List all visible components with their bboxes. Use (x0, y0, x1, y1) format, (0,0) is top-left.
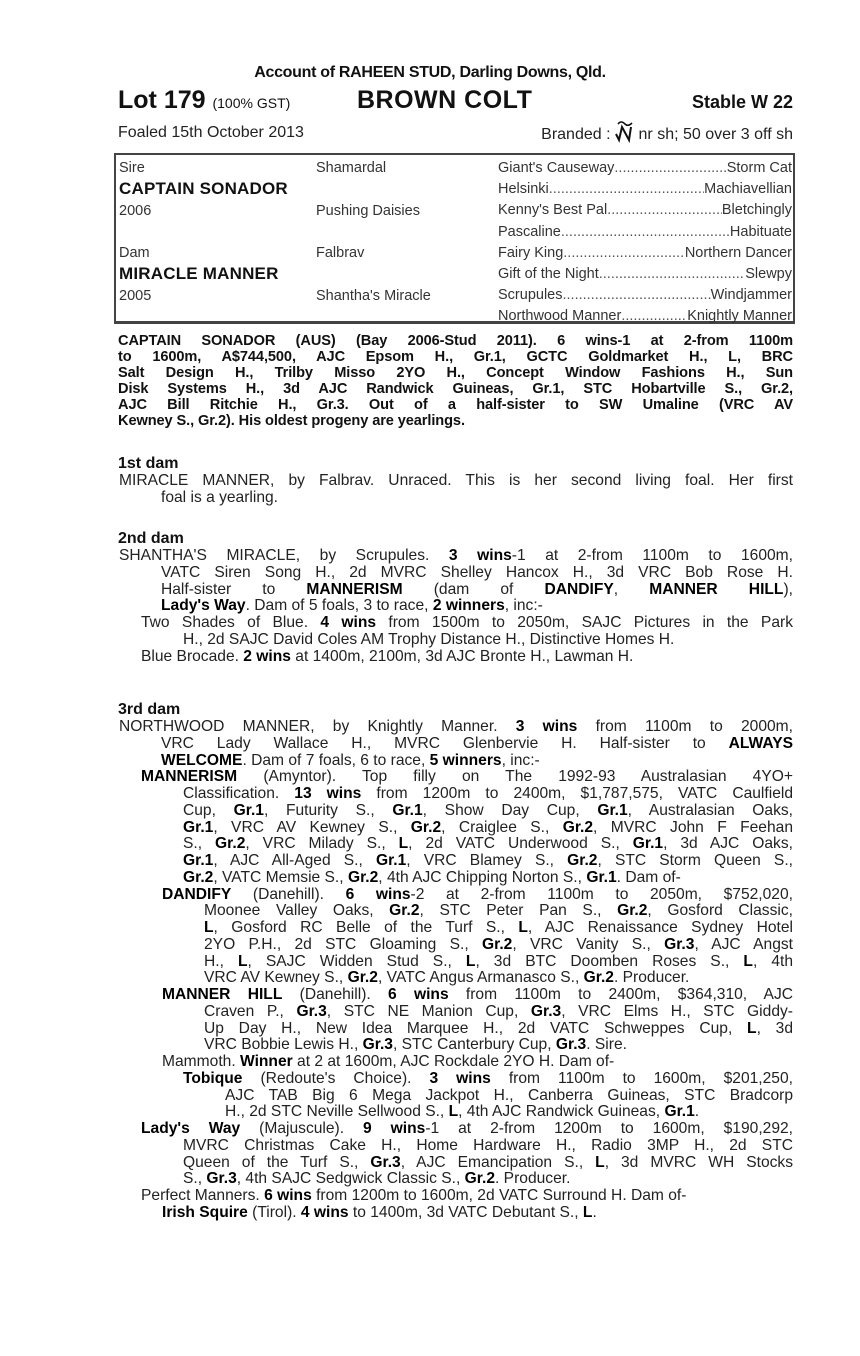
sire-label: Sire (119, 160, 145, 176)
bold-highlight: Gr.2 (567, 852, 598, 869)
text-run: to 1400m, 3d VATC Debutant S., (348, 1203, 583, 1221)
bold-highlight: Gr.3 (362, 1036, 393, 1054)
text-run: AJC TAB Big 6 Mega Jackpot H., Canberra Guineas, STC Bradcorp (225, 1086, 793, 1104)
text-run: . Sire. (586, 1036, 627, 1054)
bold-highlight: Gr.1 (586, 868, 617, 886)
text-run: H., 2d SAJC David Coles AM Trophy Distance H., Distinctive Homes H. (183, 630, 675, 648)
bold-highlight: Winner (239, 1053, 293, 1070)
text-line (161, 736, 793, 753)
ancestor-row (498, 265, 792, 283)
sire-summary-line: CAPTAIN SONADOR (AUS) (Bay 2006-Stud 2011). 6 wins-1 at 2-from 1100m (118, 333, 793, 349)
bold-highlight: L (237, 952, 248, 970)
text-line (204, 920, 793, 937)
text-run: Moonee Valley Oaks, (204, 902, 390, 920)
text-run: , AJC Angst (694, 935, 793, 953)
text-line (204, 954, 793, 971)
text-run: , 3d MVRC WH Stocks (604, 1153, 794, 1171)
text-line (183, 632, 793, 649)
ancestor-grandsire: Windjammer (710, 287, 792, 304)
text-run: Craven P., (204, 1002, 297, 1020)
text-line (161, 753, 793, 770)
text-line (162, 987, 793, 1004)
text-run: Classification. (183, 785, 295, 802)
bold-highlight: 9 wins (363, 1120, 426, 1137)
brand-mark-icon (614, 118, 636, 144)
text-run: NORTHWOOD MANNER, by Knightly Manner. (119, 718, 516, 735)
bold-highlight: ALWAYS (728, 734, 793, 752)
text-line (204, 937, 793, 954)
bold-highlight: Gr.1 (392, 801, 423, 819)
bold-highlight: Gr.2 (464, 1170, 496, 1188)
text-line (183, 1071, 793, 1088)
text-run: from 1100m to 1600m, $201,250, (490, 1069, 793, 1087)
text-line (183, 803, 793, 820)
produce-entry (0, 1205, 793, 1222)
text-run: (Danehill). (282, 986, 388, 1003)
bold-highlight: 3 wins (429, 1069, 491, 1087)
text-run: , Futurity S., (263, 801, 393, 819)
ancestor-sire-line: Northwood Manner (498, 308, 622, 325)
produce-entry (0, 615, 793, 649)
bold-highlight: Irish Squire (162, 1203, 248, 1221)
pedigree-table (114, 153, 795, 324)
text-run: , STC Storm Queen S., (597, 852, 793, 869)
section-heading: 1st dam (118, 455, 179, 472)
bold-highlight: MANNERISM (306, 580, 403, 598)
bold-highlight: Gr.3 (370, 1153, 401, 1171)
bold-highlight: Gr.1 (183, 818, 214, 836)
text-run: . Dam of 5 foals, 3 to race, (245, 597, 433, 615)
text-line (183, 1171, 793, 1188)
bold-highlight: Gr.1 (233, 801, 264, 819)
sire-summary (118, 334, 793, 429)
text-line (204, 970, 793, 987)
text-run: , VRC Elms H., STC Giddy- (561, 1002, 793, 1020)
produce-entry (0, 1188, 793, 1205)
text-run: , Gosford Classic, (647, 902, 793, 920)
bold-highlight: Gr.1 (183, 852, 214, 869)
sire-summary-line: Disk Systems H., 3d AJC Randwick Guineas, Gr.1, STC Hobartville S., Gr.2, (118, 380, 793, 397)
bold-highlight: L (465, 952, 476, 970)
sire-summary-line: AJC Bill Ritchie H., Gr.3. Out of a half-sister to SW Umaline (VRC AV (118, 396, 793, 413)
text-run: . (592, 1203, 597, 1221)
section-body (0, 719, 793, 1222)
bold-highlight: Gr.2 (215, 835, 246, 853)
ancestor-grandsire: Knightly Manner (687, 308, 792, 325)
text-run: Two Shades of Blue. (141, 614, 321, 631)
text-run: Queen of the Turf S., (183, 1153, 371, 1171)
text-run: , 2d VATC Underwood S., (408, 835, 633, 853)
text-run: VRC Bobbie Lewis H., (204, 1036, 363, 1054)
ancestor-grandsire: Slewpy (745, 266, 792, 282)
bold-highlight: L (743, 952, 753, 970)
text-run: from 1200m to 1600m, 2d VATC Surround H. Dam of- (311, 1187, 687, 1204)
ancestor-row (498, 159, 792, 177)
text-run: , Gosford RC Belle of the Turf S., (213, 919, 519, 936)
section-body (0, 473, 793, 507)
text-line (141, 649, 793, 666)
branded-details: nr sh; 50 over 3 off sh (638, 126, 793, 143)
text-line (162, 1205, 793, 1222)
bold-highlight: Gr.3 (206, 1170, 237, 1188)
bold-highlight: L (747, 1019, 757, 1037)
dot-leader (614, 159, 726, 177)
ancestor-grandsire: Bletchingly (721, 202, 792, 219)
text-line (141, 769, 793, 786)
produce-entry (0, 719, 793, 769)
text-run: (Danehill). (231, 885, 346, 903)
text-run: ), (783, 580, 793, 598)
text-run: -1 at 2-from 1100m to 1600m, (511, 547, 793, 564)
text-run: Up Day H., New Idea Marquee H., 2d VATC Schweppes Cup, (204, 1019, 748, 1037)
text-run: (Redoute's Choice). (242, 1069, 430, 1087)
section-heading: 3rd dam (118, 701, 181, 718)
text-run: , (613, 580, 650, 598)
sire-summary-line: Salt Design H., Trilby Misso 2YO H., Concept Window Fashions H., Sun (118, 364, 793, 381)
text-line (141, 615, 793, 632)
dot-leader (599, 265, 746, 283)
text-line (183, 1138, 793, 1155)
bold-highlight: Gr.2 (347, 868, 379, 886)
section-heading: 2nd dam (118, 530, 184, 547)
text-run: (dam of (402, 580, 545, 598)
text-run: , VRC Milady S., (245, 835, 399, 853)
text-run: , AJC Emancipation S., (400, 1153, 596, 1171)
text-run: , 3d AJC Oaks, (663, 835, 793, 853)
bold-highlight: L (518, 919, 528, 936)
text-line (162, 1054, 793, 1071)
bold-highlight: Gr.3 (296, 1002, 327, 1020)
text-run: , inc:- (504, 597, 543, 615)
text-run: (Amyntor). Top filly on The 1992-93 Australasian 4YO+ (237, 768, 793, 786)
produce-entry (0, 769, 793, 886)
bold-highlight: 4 wins (320, 614, 377, 631)
bold-highlight: Gr.1 (664, 1103, 695, 1121)
text-line (162, 887, 793, 904)
horse-title: BROWN COLT (357, 86, 533, 114)
text-line (161, 582, 793, 599)
bold-highlight: 6 wins (264, 1187, 312, 1204)
gst-note: (100% GST) (212, 95, 291, 111)
foaled-date: Foaled 15th October 2013 (118, 124, 304, 141)
bold-highlight: DANDIFY (544, 580, 614, 598)
text-run: . Producer. (613, 969, 690, 987)
dot-leader (562, 286, 710, 304)
text-run: S., (183, 835, 216, 853)
ancestor-row (498, 244, 792, 262)
bold-highlight: L (204, 919, 214, 936)
text-run: -1 at 2-from 1200m to 1600m, $190,292, (425, 1120, 793, 1137)
sire-sire: Shamardal (316, 160, 387, 176)
produce-entry (0, 649, 793, 666)
text-line (225, 1088, 793, 1105)
text-line (119, 719, 793, 736)
dot-leader (563, 244, 685, 262)
text-run: , 4th (752, 952, 794, 970)
ancestor-sire-line: Kenny's Best Pal (498, 202, 608, 219)
text-run: , STC Peter Pan S., (419, 902, 618, 920)
text-line (183, 870, 793, 887)
bold-highlight: L (398, 835, 409, 853)
text-run: Cup, (183, 801, 234, 819)
bold-highlight: Gr.3 (530, 1002, 562, 1020)
ancestor-sire-line: Helsinki (498, 181, 549, 198)
lot-number (118, 86, 290, 115)
produce-entry (0, 1054, 793, 1071)
bold-highlight: MANNER HILL (649, 580, 784, 598)
text-run: Mammoth. (162, 1053, 240, 1070)
text-run: Half-sister to (161, 580, 307, 598)
bold-highlight: L (582, 1203, 593, 1221)
bold-highlight: Gr.2 (482, 935, 513, 953)
text-run: , Show Day Cup, (422, 801, 598, 819)
sire-year: 2006 (119, 203, 152, 219)
text-run: . Dam of- (616, 868, 681, 886)
brand-info (541, 118, 793, 144)
bold-highlight: Gr.1 (375, 852, 407, 869)
text-run: , STC NE Manion Cup, (326, 1002, 531, 1020)
dam-label: Dam (119, 245, 150, 261)
bold-highlight: 6 wins (388, 986, 449, 1003)
produce-entry (0, 548, 793, 615)
ancestor-row (498, 286, 792, 304)
text-line (204, 1004, 793, 1021)
text-run: VATC Siren Song H., 2d MVRC Shelley Hancox H., 3d VRC Bob Rose H. (161, 563, 793, 581)
text-run: , SAJC Widden Stud S., (247, 952, 466, 970)
produce-entry (0, 473, 793, 507)
bold-highlight: 4 wins (300, 1203, 349, 1221)
ancestor-grandsire: Storm Cat (726, 160, 792, 176)
text-run: , 4th AJC Randwick Guineas, (458, 1103, 665, 1121)
text-run: -2 at 2-from 1100m to 2050m, $752,020, (410, 885, 793, 903)
text-run: MVRC Christmas Cake H., Home Hardware H., Radio 3MP H., 2d STC (183, 1136, 793, 1154)
bold-highlight: Gr.2 (617, 902, 648, 920)
bold-highlight: Gr.2 (583, 969, 614, 987)
bold-highlight: 3 wins (515, 718, 578, 735)
bold-highlight: Gr.2 (562, 818, 594, 836)
text-run: , Craiglee S., (441, 818, 563, 836)
text-run: . Dam of 7 foals, 6 to race, (242, 751, 430, 769)
ancestor-sire-line: Giant's Causeway (498, 160, 615, 176)
ancestor-row (498, 201, 792, 219)
text-run: Perfect Manners. (141, 1187, 265, 1204)
bold-highlight: L (595, 1153, 605, 1171)
dot-leader (561, 223, 730, 241)
bold-highlight: Gr.2 (410, 818, 442, 836)
text-run: VRC AV Kewney S., (204, 969, 348, 987)
bold-highlight: L (448, 1103, 459, 1121)
text-run: H., (204, 952, 238, 970)
ancestor-sire-line: Gift of the Night (498, 266, 599, 282)
text-run: from 1100m to 2000m, (577, 718, 794, 735)
text-line (119, 548, 793, 565)
text-run: from 1200m to 2400m, $1,787,575, VATC Caulfield (361, 785, 793, 802)
text-run: from 1500m to 2050m, SAJC Pictures in the Park (376, 614, 793, 631)
ancestor-sire-line: Pascaline (498, 223, 561, 240)
bold-highlight: Gr.1 (597, 801, 628, 819)
text-run: from 1100m to 2400m, $364,310, AJC (448, 986, 793, 1003)
bold-highlight: 5 winners (429, 751, 502, 769)
text-line (161, 565, 793, 582)
text-line (119, 473, 793, 490)
text-run: VRC Lady Wallace H., MVRC Glenbervie H. Half-sister to (161, 734, 729, 752)
sire-name: CAPTAIN SONADOR (119, 179, 288, 198)
text-run: . Producer. (495, 1170, 571, 1188)
dam-name: MIRACLE MANNER (119, 264, 279, 283)
produce-entry (0, 1121, 793, 1188)
text-run: , AJC Renaissance Sydney Hotel (527, 919, 793, 936)
section-body (0, 548, 793, 665)
lot-label: Lot 179 (118, 86, 206, 114)
bold-highlight: 2 winners (432, 597, 505, 615)
text-run: , VATC Memsie S., (213, 868, 348, 886)
text-line (204, 903, 793, 920)
text-run: SHANTHA'S MIRACLE, by Scrupules. (119, 547, 449, 564)
dot-leader (607, 201, 722, 219)
dam-year: 2005 (119, 288, 152, 304)
text-run: S., (183, 1170, 207, 1188)
ancestor-row (498, 307, 792, 325)
bold-highlight: 13 wins (294, 785, 362, 802)
ancestor-row (498, 223, 792, 241)
text-run: H., 2d STC Neville Sellwood S., (225, 1103, 449, 1121)
bold-highlight: Gr.3 (555, 1036, 587, 1054)
bold-highlight: Gr.1 (632, 835, 664, 853)
bold-highlight: Lady's Way (161, 597, 246, 615)
ancestor-grandsire: Northern Dancer (684, 244, 792, 261)
dam-sire: Falbrav (316, 245, 365, 261)
sire-dam: Pushing Daisies (316, 203, 420, 219)
text-line (141, 1121, 793, 1138)
text-line (204, 1021, 793, 1038)
text-run: (Tirol). (247, 1203, 301, 1221)
bold-highlight: WELCOME (161, 751, 243, 769)
text-line (183, 820, 793, 837)
text-run: , Australasian Oaks, (627, 801, 794, 819)
text-run: , AJC All-Aged S., (213, 852, 376, 869)
text-line (183, 836, 793, 853)
dot-leader (549, 180, 704, 198)
text-run: at 2 at 1600m, AJC Rockdale 2YO H. Dam of- (292, 1053, 615, 1070)
text-line (183, 1155, 793, 1172)
text-run: , inc:- (501, 751, 540, 769)
dam-dam: Shantha's Miracle (316, 288, 431, 304)
text-run: , VRC Vanity S., (512, 935, 665, 953)
dot-leader (621, 307, 687, 325)
text-run: , 4th AJC Chipping Norton S., (378, 868, 587, 886)
bold-highlight: Gr.2 (347, 969, 378, 987)
produce-entry (0, 887, 793, 988)
text-line (141, 1188, 793, 1205)
text-run: foal is a yearling. (161, 488, 279, 506)
bold-highlight: 3 wins (448, 547, 512, 564)
bold-highlight: 6 wins (345, 885, 411, 903)
text-run: , 4th SAJC Sedgwick Classic S., (236, 1170, 465, 1188)
bold-highlight: Gr.2 (389, 902, 420, 920)
text-run: , VRC AV Kewney S., (213, 818, 411, 836)
ancestor-row (498, 180, 792, 198)
text-run: , MVRC John F Feehan (593, 818, 793, 836)
bold-highlight: Gr.2 (183, 868, 214, 886)
bold-highlight: DANDIFY (162, 885, 232, 903)
ancestor-sire-line: Scrupules (498, 287, 563, 304)
text-line (225, 1104, 793, 1121)
bold-highlight: 2 wins (243, 647, 291, 665)
text-run: , 3d (756, 1019, 793, 1037)
text-line (161, 598, 793, 615)
text-run: , STC Canterbury Cup, (392, 1036, 556, 1054)
bold-highlight: MANNERISM (141, 768, 238, 786)
text-run: (Majuscule). (240, 1120, 364, 1137)
ancestor-grandsire: Habituate (729, 223, 792, 240)
text-line (183, 786, 793, 803)
sire-summary-line: Kewney S., Gr.2). His oldest progeny are yearlings. (118, 412, 465, 429)
bold-highlight: Gr.3 (664, 935, 695, 953)
bold-highlight: Tobique (183, 1069, 243, 1087)
sire-summary-line: to 1600m, A$744,500, AJC Epsom H., Gr.1, GCTC Goldmarket H., L, BRC (118, 348, 793, 365)
text-run: , VRC Blamey S., (406, 852, 568, 869)
text-run: , 3d BTC Doomben Roses S., (475, 952, 744, 970)
ancestor-grandsire: Machiavellian (704, 181, 792, 198)
produce-entry (0, 1071, 793, 1121)
produce-entry (0, 987, 793, 1054)
text-line (183, 853, 793, 870)
vendor-account: Account of RAHEEN STUD, Darling Downs, Qld. (254, 64, 606, 81)
text-run: , VATC Angus Armanasco S., (377, 969, 584, 987)
text-line (204, 1037, 793, 1054)
stable-location: Stable W 22 (691, 92, 793, 112)
bold-highlight: Lady's Way (141, 1120, 241, 1137)
branded-label: Branded : (541, 126, 611, 143)
ancestor-sire-line: Fairy King (498, 244, 564, 261)
text-run: at 1400m, 2100m, 3d AJC Bronte H., Lawman H. (290, 647, 634, 665)
bold-highlight: MANNER HILL (162, 986, 283, 1003)
text-run: 2YO P.H., 2d STC Gloaming S., (204, 935, 483, 953)
text-run: Blue Brocade. (141, 647, 244, 665)
text-line (161, 490, 793, 507)
text-run: . (694, 1103, 700, 1121)
text-run: MIRACLE MANNER, by Falbrav. Unraced. This is her second living foal. Her first (119, 472, 793, 489)
